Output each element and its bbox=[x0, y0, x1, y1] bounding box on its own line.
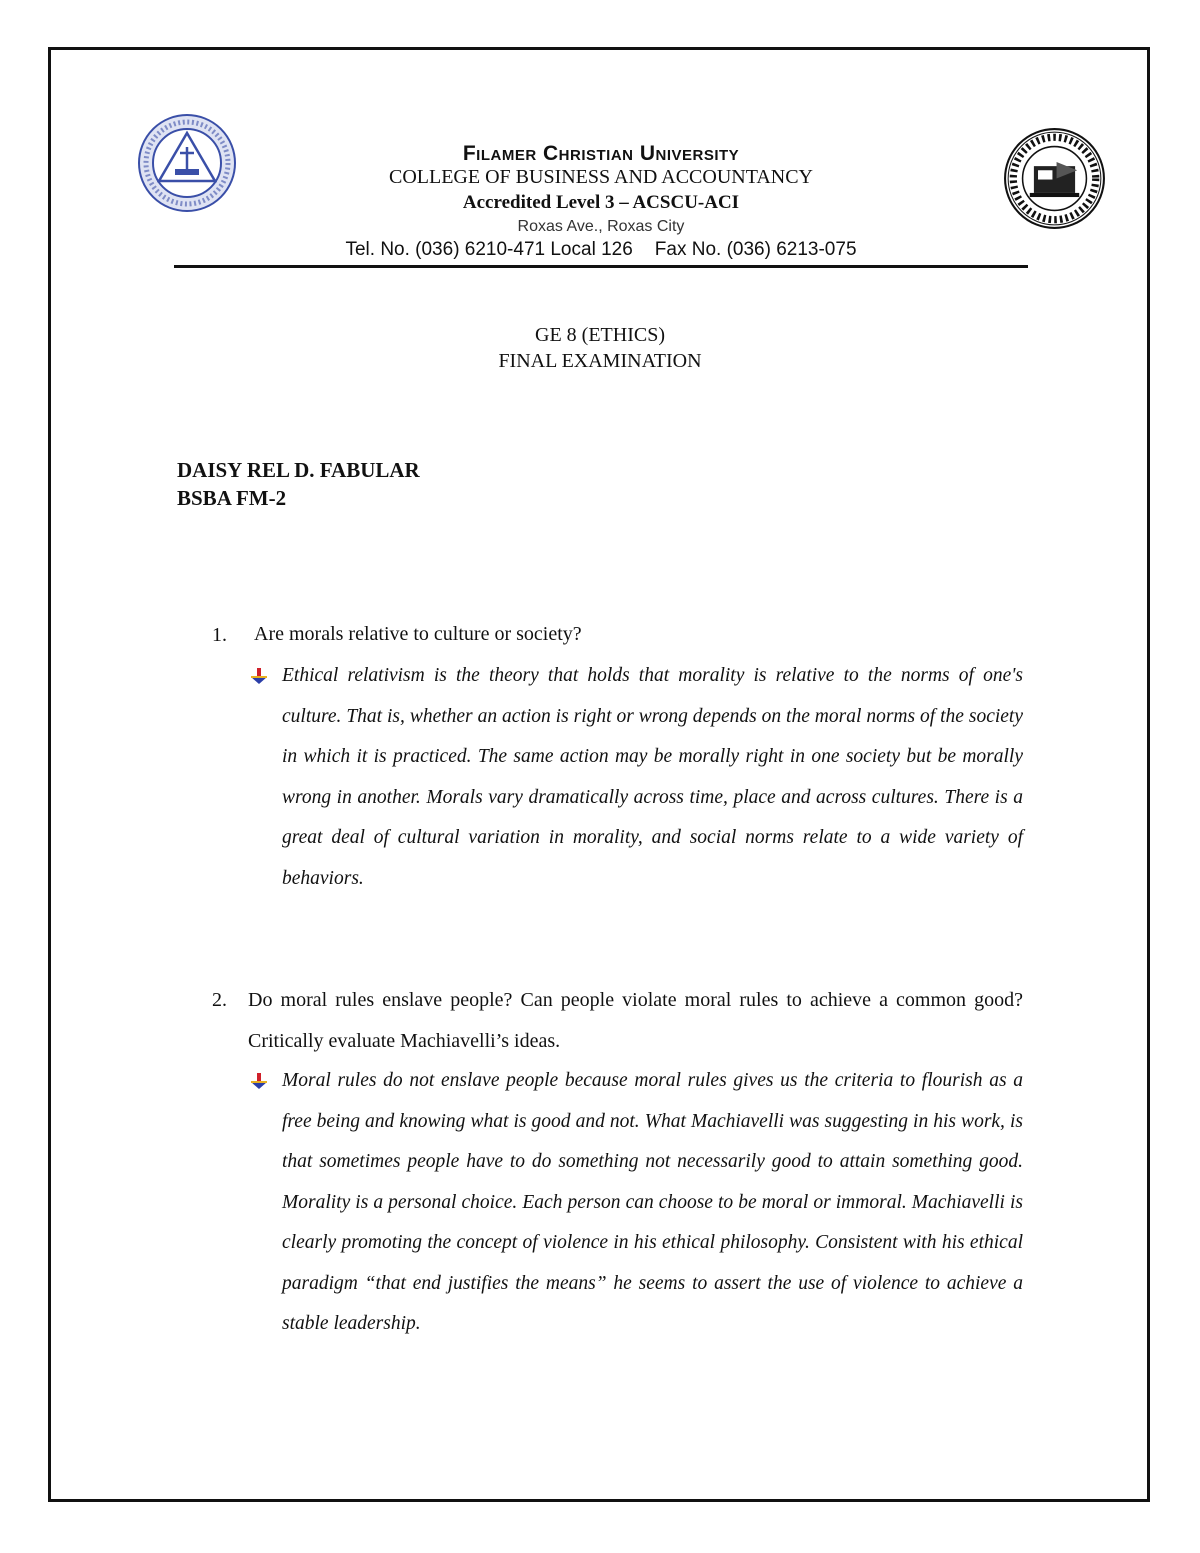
header-divider bbox=[174, 265, 1028, 268]
exam-title: FINAL EXAMINATION bbox=[498, 350, 702, 372]
question-text: Do moral rules enslave people? Can people violate moral rules to achieve a common good? Critically evaluate Machiavelli’s ideas. bbox=[248, 989, 1023, 1052]
address-line: Roxas Ave., Roxas City bbox=[517, 218, 685, 235]
contact-line bbox=[175, 239, 1027, 261]
answer-text: Ethical relativism is the theory that holds that morality is relative to the norms of one's culture. That is, whether an action is right or wrong depends on the moral norms of the society in which it is practiced. The same action may be morally right in one society but be morally wrong in another. Morals vary dramatically across time, place and across cultures. There is a great deal of cultural variation in morality, and social norms relate to a wide variety of behaviors. bbox=[282, 665, 1023, 889]
college-name: COLLEGE OF BUSINESS AND ACCOUNTANCY bbox=[389, 166, 813, 188]
question-number: 2. bbox=[212, 989, 227, 1011]
telephone-number: Tel. No. (036) 6210-471 Local 126 bbox=[345, 239, 633, 260]
answer-text: Moral rules do not enslave people because moral rules gives us the criteria to flourish as a free being and knowing what is good and not. What Machiavelli was suggesting in his work, is that sometimes people have to do something not necessarily good to attain something good. Morality is a personal choice. Each person can choose to be moral or immoral. Machiavelli is clearly promoting the concept of violence in his ethical philosophy. Consistent with his ethical paradigm “that end justifies the means” he seems to assert the use of violence to achieve a stable leadership. bbox=[282, 1070, 1023, 1334]
question-text: Are morals relative to culture or society? bbox=[254, 623, 582, 645]
accreditation-line: Accredited Level 3 – ACSCU-ACI bbox=[462, 192, 740, 213]
student-course: BSBA FM-2 bbox=[177, 486, 287, 510]
arrow-down-bullet-icon bbox=[250, 1072, 268, 1090]
arrow-down-bullet-icon bbox=[250, 667, 268, 685]
university-name: Filamer Christian University bbox=[462, 142, 740, 165]
student-name: DAISY REL D. FABULAR bbox=[177, 458, 420, 482]
fax-number: Fax No. (036) 6213-075 bbox=[654, 239, 857, 260]
course-title: GE 8 (ETHICS) bbox=[535, 324, 665, 346]
question-number: 1. bbox=[212, 624, 227, 646]
